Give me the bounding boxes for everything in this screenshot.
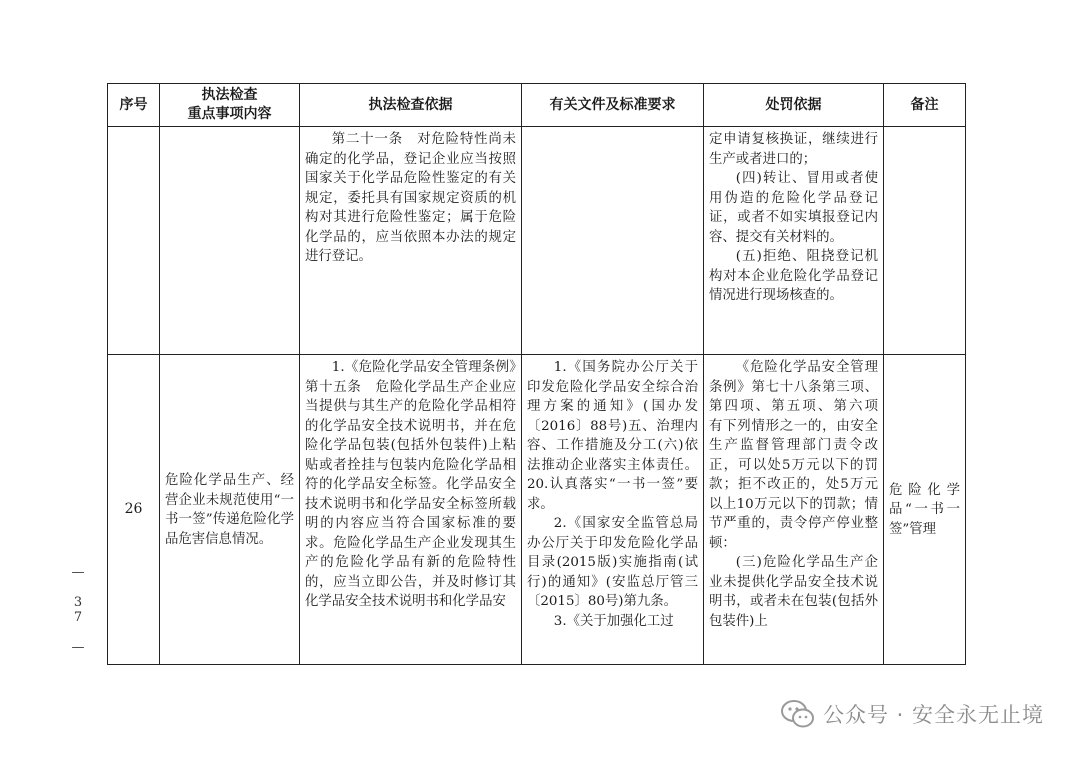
header-penalty: 处罚依据 xyxy=(704,84,884,127)
row2-docs-para3: 3.《关于加强化工过 xyxy=(553,613,674,629)
table-row xyxy=(108,355,966,665)
row1-item xyxy=(160,127,300,355)
table-row xyxy=(108,127,966,355)
row1-basis-para: 第二十一条 对危险特性尚未确定的化学品，登记企业应当按照国家关于化学品危险性鉴定的有关规定，委托具有国家规定资质的机构对其进行危险性鉴定；属于危险化学品的，应当依照本办法的规定进行登记。 xyxy=(305,132,516,264)
row2-docs xyxy=(522,355,704,665)
row1-docs xyxy=(522,127,704,355)
row2-item: 危险化学品生产、经营企业未规范使用“一书一签”传递危险化学品危害信息情况。 xyxy=(160,355,300,665)
row2-docs-para2: 2.《国家安全监管总局办公厅关于印发危险化学品目录(2015版)实施指南(试行)的通知》(安监总厅管三〔2015〕80号)第九条。 xyxy=(527,516,698,609)
row1-basis xyxy=(300,127,522,355)
row2-basis-para: 1.《危险化学品安全管理条例》第十五条 危险化学品生产企业应当提供与其生产的危险化学品相符的化学品安全技术说明书，并在危险化学品包装(包括外包装件)上粘贴或者拴挂与包装内危险化学品相符的化学品安全标签。化学品安全技术说明书和化学品安全标签所载明的内容应当符合国家标准的要求。危险化学品生产企业发现其生产的危险化学品有新的危险特性的，应当立即公告，并及时修订其化学品安全技术说明书和化学品安 xyxy=(305,360,516,609)
header-seq: 序号 xyxy=(108,84,160,127)
wechat-icon xyxy=(781,699,815,729)
header-row xyxy=(108,84,966,127)
header-docs: 有关文件及标准要求 xyxy=(522,84,704,127)
header-remarks: 备注 xyxy=(884,84,966,127)
header-item-line2: 重点事项内容 xyxy=(187,106,272,122)
row2-seq: 26 xyxy=(108,355,160,665)
header-item xyxy=(160,84,300,127)
row1-penalty-para2: (四)转让、冒用或者使用伪造的危险化学品登记证，或者不如实填报登记内容、提交有关材料的。 xyxy=(709,171,878,245)
row1-penalty-para1: 定申请复核换证，继续进行生产或者进口的； xyxy=(709,132,878,167)
row2-penalty-para2: (三)危险化学品生产企业未提供化学品安全技术说明书，或者未在包装(包括外包装件)上 xyxy=(709,555,878,629)
row2-docs-para1: 1.《国务院办公厅关于印发危险化学品安全综合治理方案的通知》(国办发〔2016〕88号)五、治理内容、工作措施及分工(六)依法推动企业落实主体责任。20.认真落实“一书一签”要求。 xyxy=(527,360,698,512)
row2-remarks: 危险化学品“一书一签”管理 xyxy=(884,355,966,665)
header-item-line1: 执法检查 xyxy=(201,87,258,103)
row2-basis xyxy=(300,355,522,665)
row1-penalty xyxy=(704,127,884,355)
page-number: — 3 7 — xyxy=(71,565,85,655)
row1-seq xyxy=(108,127,160,355)
regulation-table xyxy=(107,83,966,665)
row1-remarks xyxy=(884,127,966,355)
watermark-text: 公众号 · 安全永无止境 xyxy=(822,703,1044,727)
row1-penalty-para3: (五)拒绝、阻挠登记机构对本企业危险化学品登记情况进行现场核查的。 xyxy=(709,249,878,303)
header-basis: 执法检查依据 xyxy=(300,84,522,127)
watermark xyxy=(781,697,1044,731)
row2-penalty xyxy=(704,355,892,665)
row2-penalty-para1: 《危险化学品安全管理条例》第七十八条第三项、第四项、第五项、第六项 有下列情形之一的，由安全生产监督管理部门责令改正，可以处5万元以下的罚款；拒不改正的，处5万元以上10万元以下的罚款；情节严重的，责令停产停业整顿： xyxy=(709,360,892,551)
